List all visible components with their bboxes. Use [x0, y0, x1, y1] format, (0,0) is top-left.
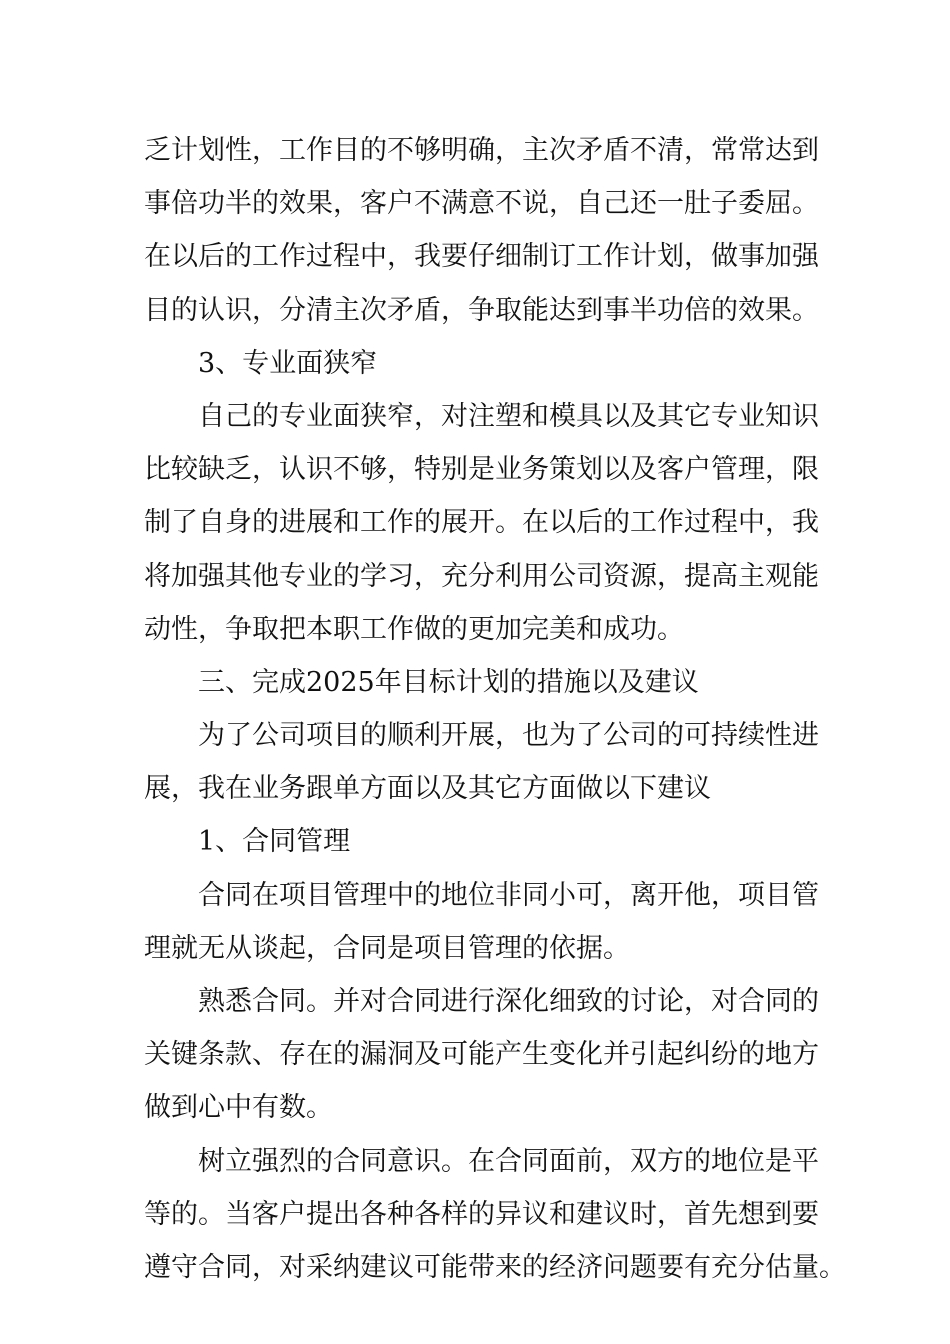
text-line: 等的。当客户提出各种各样的异议和建议时，首先想到要: [144, 1198, 819, 1230]
text-line: 树立强烈的合同意识。在合同面前，双方的地位是平: [198, 1145, 819, 1177]
text-line: 合同在项目管理中的地位非同小可，离开他，项目管: [198, 879, 819, 911]
text-line: 展，我在业务跟单方面以及其它方面做以下建议: [144, 773, 711, 805]
text-line: 比较缺乏，认识不够，特别是业务策划以及客户管理，限: [144, 454, 819, 486]
text-line: 为了公司项目的顺利开展，也为了公司的可持续性进: [198, 720, 819, 752]
text-line: 关键条款、存在的漏洞及可能产生变化并引起纠纷的地方: [144, 1039, 819, 1071]
text-line: 在以后的工作过程中，我要仔细制订工作计划，做事加强: [144, 241, 819, 273]
text-line: 理就无从谈起，合同是项目管理的依据。: [144, 932, 630, 964]
text-line: 乏计划性，工作目的不够明确，主次矛盾不清，常常达到: [144, 135, 819, 166]
text-line: 做到心中有数。: [144, 1092, 333, 1124]
text-line: 遵守合同，对采纳建议可能带来的经济问题要有充分估量。: [144, 1251, 846, 1283]
text-line: 事倍功半的效果，客户不满意不说，自己还一肚子委屈。: [144, 188, 819, 220]
text-line: 目的认识，分清主次矛盾，争取能达到事半功倍的效果。: [144, 294, 819, 326]
text-line: 熟悉合同。并对合同进行深化细致的讨论，对合同的: [198, 986, 819, 1017]
text-line: 3、专业面狭窄: [198, 347, 378, 379]
text-line: 将加强其他专业的学习，充分利用公司资源，提高主观能: [144, 560, 819, 592]
text-line: 1、合同管理: [198, 826, 351, 858]
text-line: 自己的专业面狭窄，对注塑和模具以及其它专业知识: [198, 400, 819, 432]
text-line: 动性，争取把本职工作做的更加完美和成功。: [144, 613, 684, 645]
text-line: 三、完成2025年目标计划的措施以及建议: [198, 666, 699, 698]
document-page: [144, 124, 846, 1294]
text-line: 制了自身的进展和工作的展开。在以后的工作过程中，我: [144, 507, 819, 539]
